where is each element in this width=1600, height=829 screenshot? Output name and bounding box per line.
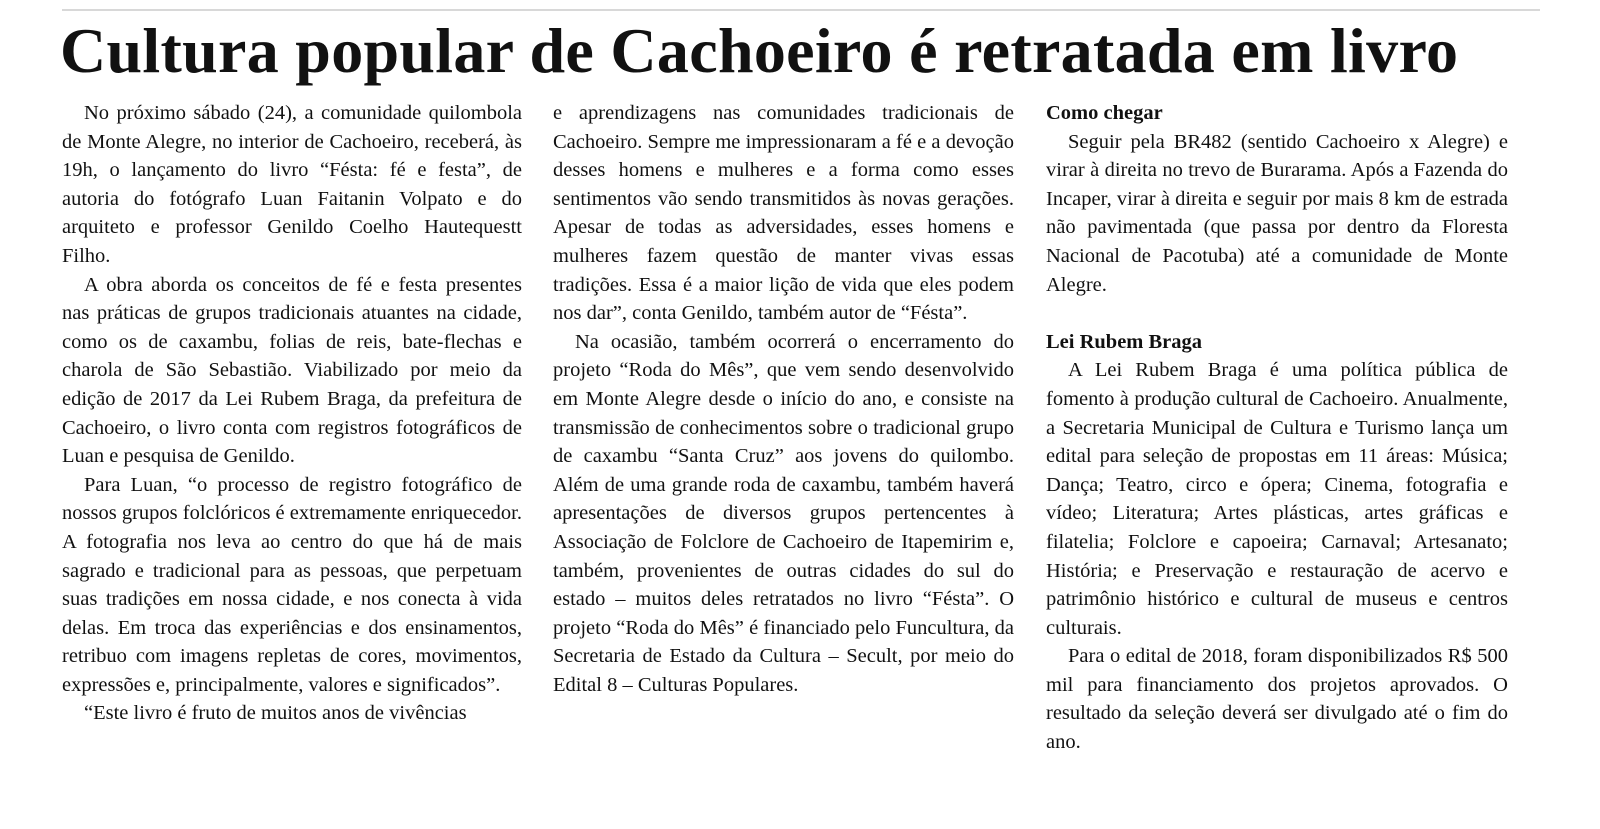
section-spacer xyxy=(1046,299,1508,328)
top-divider xyxy=(62,9,1540,11)
paragraph-edital-2018: Para o edital de 2018, foram disponibilizados R$ 500 mil para financiamento dos projetos aprovados. O resultado da seleção deverá ser divulgado até o fim do ano. xyxy=(1046,645,1508,754)
paragraph-genildo-quote-cont: e aprendizagens nas comunidades tradicionais de Cachoeiro. Sempre me impressionaram a fé e a devoção desses homens e mulheres e a forma como esses sentimentos vão sendo transmitidos às novas gerações. Apesar de todas as adversidades, esses homens e mulheres fazem questão de manter vivas essas tradições. Essa é a maior lição de vida que eles podem nos dar”, conta Genildo, também autor de “Fésta”. xyxy=(553,102,1014,325)
paragraph-luan-quote: Para Luan, “o processo de registro fotográfico de nossos grupos folclóricos é extremamente enriquecedor. A fotografia nos leva ao centro do que há de mais sagrado e tradicional para as pessoas, que perpetuam suas tradições em nossa cidade, e nos conecta à vida delas. Em troca das experiências e dos ensinamentos, retribuo com imagens repletas de cores, movimentos, expressões e, principalmente, valores e significados”. xyxy=(62,473,522,696)
paragraph-genildo-quote-start: “Este livro é fruto de muitos anos de vivências xyxy=(84,702,467,725)
paragraph-intro: No próximo sábado (24), a comunidade quilombola de Monte Alegre, no interior de Cachoeiro, receberá, às 19h, o lançamento do livro “Fésta: fé e festa”, de autoria do fotógrafo Luan Faitanin Volpato e do arquiteto e professor Genildo Coelho Hautequestt Filho. xyxy=(62,102,522,267)
article-column-3 xyxy=(1046,99,1508,757)
article-column-2 xyxy=(553,99,1014,699)
paragraph-roda-do-mes: Na ocasião, também ocorrerá o encerramento do projeto “Roda do Mês”, que vem sendo desenvolvido em Monte Alegre desde o início do ano, e consiste na transmissão de conhecimentos sobre o tradicional grupo de caxambu “Santa Cruz” aos jovens do quilombo. Além de uma grande roda de caxambu, também haverá apresentações de diversos grupos pertencentes à Associação de Folclore de Cachoeiro de Itapemirim e, também, provenientes de outras cidades do sul do estado – muitos deles retratados no livro “Fésta”. O projeto “Roda do Mês” é financiado pelo Funcultura, da Secretaria de Estado da Cultura – Secult, por meio do Edital 8 – Culturas Populares. xyxy=(553,330,1014,696)
section-heading-lei-rubem-braga: Lei Rubem Braga xyxy=(1046,330,1203,353)
paragraph-book-content: A obra aborda os conceitos de fé e festa presentes nas práticas de grupos tradicionais atuantes na cidade, como os de caxambu, folias de reis, bate-flechas e charola de São Sebastião. Viabilizado por meio da edição de 2017 da Lei Rubem Braga, da prefeitura de Cachoeiro, o livro conta com registros fotográficos de Luan e pesquisa de Genildo. xyxy=(62,273,522,468)
article-headline: Cultura popular de Cachoeiro é retratada em livro xyxy=(60,15,1459,86)
section-heading-como-chegar: Como chegar xyxy=(1046,102,1163,124)
paragraph-directions: Seguir pela BR482 (sentido Cachoeiro x Alegre) e virar à direita no trevo de Burarama. Após a Fazenda do Incaper, virar à direita e seguir por mais 8 km de estrada não pavimentada (que passa por dentro da Floresta Nacional de Pacotuba) até a comunidade de Monte Alegre. xyxy=(1046,130,1508,296)
article-column-1 xyxy=(62,99,522,728)
paragraph-lei-description: A Lei Rubem Braga é uma política pública de fomento à produção cultural de Cachoeiro. Anualmente, a Secretaria Municipal de Cultura e Turismo lança um edital para seleção de propostas em 11 áreas: Música; Dança; Teatro, circo e ópera; Cinema, fotografia e vídeo; Literatura; Artes plásticas, artes gráficas e filatelia; Folclore e capoeira; Carnaval; Artesanato; História; e Preservação e restauração de acervo e patrimônio histórico e cultural de museus e centros culturais. xyxy=(1046,359,1508,639)
